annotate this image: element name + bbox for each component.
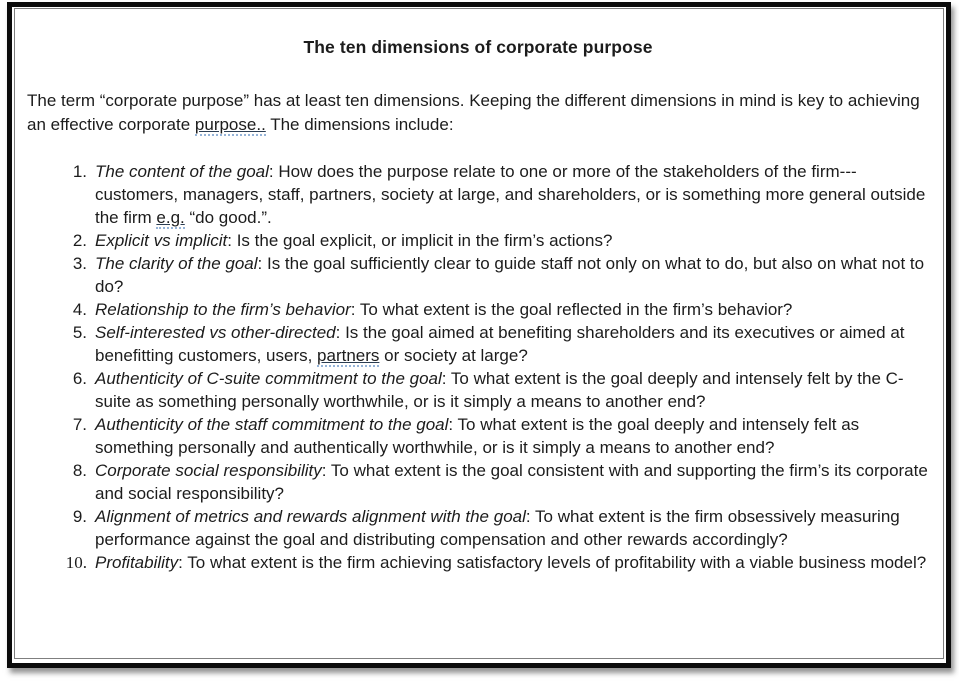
text-segment: : To what extent is the goal deeply and intensely felt by the C-suite as something personally worthwhile, or is it simply a means to another end? [95,369,904,411]
list-item-text [95,415,859,457]
dimensions-list [27,160,929,574]
list-item-number: 2. [72,231,87,250]
text-segment: The dimensions include: [265,115,454,134]
document-frame [7,2,951,668]
text-segment: : To what extent is the goal consistent with and supporting the firm’s its corporate and social responsibility? [95,461,928,503]
list-item-number: 1. [72,162,87,181]
text-segment: : To what extent is the firm achieving satisfactory levels of profitability with a viable business model? [178,553,927,572]
text-segment: Authenticity of C-suite commitment to the goal [95,369,442,388]
list-item [27,298,929,321]
intro-paragraph [27,89,929,137]
list-item-text [95,507,900,549]
text-segment: : Is the goal aimed at benefiting shareholders and its executives or aimed at benefitting customers, users, [95,323,905,365]
list-item-number: 6. [72,369,87,388]
list-item-number: 8. [72,461,87,480]
list-item-text [95,461,928,503]
list-item-text [95,553,926,572]
list-item-text [95,323,905,367]
text-segment: : To what extent is the goal deeply and intensely felt as something personally and authentically worthwhile, or is it simply a means to another end? [95,415,860,457]
list-item-number: 5. [72,323,87,342]
list-item-number: 10. [65,553,87,572]
spellcheck-underlined-text: e.g. [156,208,185,227]
list-item-number: 9. [72,507,87,526]
text-segment: : How does the purpose relate to one or more of the stakeholders of the firm---customers, managers, staff, partners, society at large, and shareholders, or is something more general outside the firm [95,162,926,227]
list-item [27,505,929,551]
list-item-text [95,254,924,296]
text-segment: Profitability [95,553,179,572]
list-item [27,252,929,298]
list-item-text [95,231,612,250]
list-item [27,459,929,505]
text-segment: : Is the goal sufficiently clear to guide staff not only on what to do, but also on what not to do? [95,254,925,296]
text-segment: Self-interested vs other-directed [95,323,336,342]
text-segment: Corporate social responsibility [95,461,322,480]
list-item [27,367,929,413]
spellcheck-underlined-text: purpose.. [194,115,266,134]
list-item-number: 4. [72,300,87,319]
list-item-text [95,300,792,319]
text-segment: “do good.”. [184,208,272,227]
page-title: The ten dimensions of corporate purpose [303,37,653,57]
text-segment: : To what extent is the firm obsessively measuring performance against the goal and distributing compensation and other rewards accordingly? [95,507,900,549]
text-segment: The term “corporate purpose” has at least ten dimensions. Keeping the different dimensions in mind is key to achieving an effective corporate [27,91,920,134]
text-segment: : To what extent is the goal reflected in the firm’s behavior? [350,300,793,319]
spellcheck-underlined-text: partners [317,346,380,365]
list-item [27,413,929,459]
text-segment: The clarity of the goal [95,254,258,273]
text-segment: The content of the goal [95,162,269,181]
text-segment: or society at large? [379,346,528,365]
text-segment: Relationship to the firm’s behavior [95,300,351,319]
document-content [15,9,943,658]
list-item [27,551,929,574]
list-item [27,160,929,229]
text-segment: Explicit vs implicit [95,231,228,250]
text-segment: : Is the goal explicit, or implicit in the firm’s actions? [227,231,613,250]
list-item-number: 3. [72,254,87,273]
list-item [27,229,929,252]
text-segment: Alignment of metrics and rewards alignment with the goal [95,507,526,526]
list-item-text [95,369,904,411]
list-item-text [95,162,925,229]
list-item-number: 7. [72,415,87,434]
list-item [27,321,929,367]
text-segment: Authenticity of the staff commitment to the goal [95,415,449,434]
